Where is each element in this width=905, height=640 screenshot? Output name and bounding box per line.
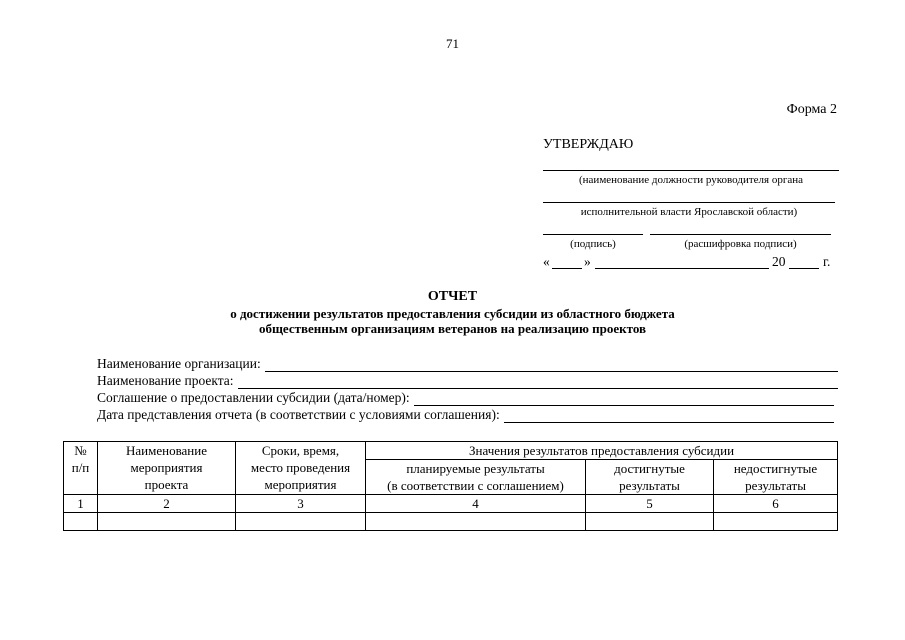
number-cell: 3 — [236, 495, 366, 513]
number-cell: 2 — [98, 495, 236, 513]
signature-line — [543, 234, 643, 235]
number-cell: 4 — [366, 495, 586, 513]
report-subtitle-2: общественным организациям ветеранов на реализацию проектов — [258, 321, 647, 336]
header-achieved: достигнутые результаты — [586, 460, 714, 495]
position-line-1 — [543, 170, 839, 171]
year-suffix: г. — [823, 254, 831, 269]
empty-cell — [236, 513, 366, 531]
caption-decoding: (расшифровка подписи) — [684, 238, 797, 250]
number-cell: 6 — [714, 495, 838, 513]
report-date-label: Дата представления отчета (в соответствии с условиями соглашения): — [97, 407, 500, 422]
caption-position-2: исполнительной власти Ярославской области) — [580, 206, 798, 218]
approval-heading: УТВЕРЖДАЮ — [543, 137, 634, 152]
empty-cell — [98, 513, 236, 531]
date-close-quote: » — [584, 254, 591, 269]
header-num: № п/п — [64, 442, 98, 495]
header-event-name: Наименование мероприятия проекта — [98, 442, 236, 495]
header-time-place: Сроки, время, место проведения мероприятия — [236, 442, 366, 495]
project-label: Наименование проекта: — [97, 373, 234, 388]
report-title: ОТЧЕТ — [427, 289, 478, 304]
empty-cell — [714, 513, 838, 531]
header-results-group: Значения результатов предоставления субсидии — [366, 442, 838, 460]
numbering-row — [64, 495, 838, 513]
year-prefix: 20 — [772, 254, 786, 269]
report-subtitle-1: о достижении результатов предоставления субсидии из областного бюджета — [230, 306, 675, 321]
header-planned: планируемые результаты (в соответствии с соглашением) — [366, 460, 586, 495]
month-line — [595, 268, 769, 269]
decoding-line — [650, 234, 831, 235]
organization-field — [97, 356, 838, 372]
empty-cell — [586, 513, 714, 531]
form-label: Форма 2 — [786, 102, 837, 117]
page-number: 71 — [446, 36, 459, 51]
agreement-label: Соглашение о предоставлении субсидии (дата/номер): — [97, 390, 410, 405]
empty-cell — [366, 513, 586, 531]
project-field — [97, 373, 838, 389]
caption-signature: (подпись) — [570, 238, 616, 250]
caption-position-1: (наименование должности руководителя органа — [579, 174, 803, 186]
number-cell: 1 — [64, 495, 98, 513]
day-line — [552, 268, 582, 269]
table-row — [64, 513, 838, 531]
position-line-2 — [543, 202, 835, 203]
date-open-quote: « — [543, 254, 550, 269]
header-not-achieved: недостигнутые результаты — [714, 460, 838, 495]
agreement-field — [97, 390, 834, 406]
organization-label: Наименование организации: — [97, 356, 261, 371]
year-line — [789, 268, 819, 269]
number-cell: 5 — [586, 495, 714, 513]
results-table — [63, 441, 838, 531]
empty-cell — [64, 513, 98, 531]
report-date-field — [97, 407, 834, 423]
